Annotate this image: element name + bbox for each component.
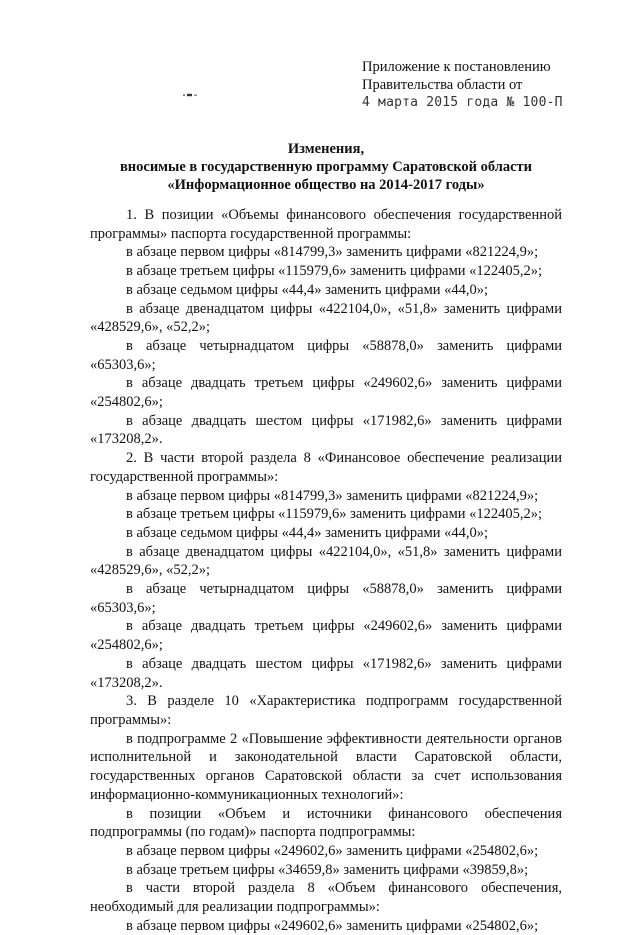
- paragraph: в части второй раздела 8 «Объем финансового обеспечения, необходимый для реализации подпрограммы»:: [90, 880, 562, 916]
- paragraph: в абзаце третьем цифры «115979,6» заменить цифрами «122405,2»;: [126, 263, 543, 280]
- document-body: [90, 206, 562, 935]
- paragraph: в абзаце двадцать третьем цифры «249602,6» заменить цифрами «254802,6»;: [90, 618, 562, 654]
- document-title: [80, 140, 572, 194]
- header-date-line: 4 марта 2015 года № 100-П: [362, 95, 563, 110]
- paragraph: в абзаце первом цифры «249602,6» заменить цифрами «254802,6»;: [126, 842, 539, 859]
- paragraph: в абзаце третьем цифры «34659,8» заменить цифрами «39859,8»;: [126, 861, 529, 878]
- title-line-2: вносимые в государственную программу Саратовской области: [119, 159, 533, 175]
- paragraph: 1. В позиции «Объемы финансового обеспечения государственной программы» паспорта государственной программы:: [90, 207, 562, 242]
- title-line-1: Изменения,: [287, 141, 365, 157]
- paragraph: в абзаце двенадцатом цифры «422104,0», «51,8» заменить цифрами «428529,6», «52,2»;: [90, 543, 562, 579]
- paragraph: в абзаце двадцать третьем цифры «249602,6» заменить цифрами «254802,6»;: [90, 375, 562, 411]
- paragraph: в абзаце первом цифры «249602,6» заменить цифрами «254802,6»;: [126, 917, 539, 934]
- paragraph: в абзаце двенадцатом цифры «422104,0», «51,8» заменить цифрами «428529,6», «52,2»;: [90, 300, 562, 336]
- paragraph: 3. В разделе 10 «Характеристика подпрограмм государственной программы»:: [90, 693, 562, 728]
- paragraph: в абзаце третьем цифры «115979,6» заменить цифрами «122405,2»;: [126, 506, 543, 523]
- document-header: [362, 58, 622, 112]
- header-line-2: Правительства области от: [362, 77, 523, 93]
- paragraph: 2. В части второй раздела 8 «Финансовое обеспечение реализации государственной программы»:: [90, 450, 562, 485]
- title-line-3: «Информационное общество на 2014-2017 годы»: [167, 177, 485, 193]
- paragraph: в абзаце четырнадцатом цифры «58878,0» заменить цифрами «65303,6»;: [90, 581, 562, 616]
- paragraph: в абзаце двадцать шестом цифры «171982,6» заменить цифрами «173208,2».: [90, 655, 562, 691]
- paragraph: в абзаце седьмом цифры «44,4» заменить цифрами «44,0»;: [126, 524, 489, 541]
- paragraph: в абзаце четырнадцатом цифры «58878,0» заменить цифрами «65303,6»;: [90, 337, 562, 373]
- header-line-1: Приложение к постановлению: [362, 59, 551, 75]
- ink-mark-icon: [183, 93, 201, 97]
- paragraph: в абзаце первом цифры «814799,3» заменить цифрами «821224,9»;: [126, 244, 539, 261]
- paragraph: в абзаце седьмом цифры «44,4» заменить цифрами «44,0»;: [126, 281, 489, 298]
- paragraph: в абзаце двадцать шестом цифры «171982,6» заменить цифрами «173208,2».: [90, 412, 562, 448]
- paragraph: в абзаце первом цифры «814799,3» заменить цифрами «821224,9»;: [126, 487, 539, 504]
- paragraph: в подпрограмме 2 «Повышение эффективности деятельности органов исполнительной и законодательной власти Саратовской области, государственных органов Саратовской области за счет использования информационно-коммуникационных технологий»:: [90, 730, 562, 803]
- paragraph: в позиции «Объем и источники финансового обеспечения подпрограммы (по годам)» паспорта подпрограммы:: [90, 805, 562, 841]
